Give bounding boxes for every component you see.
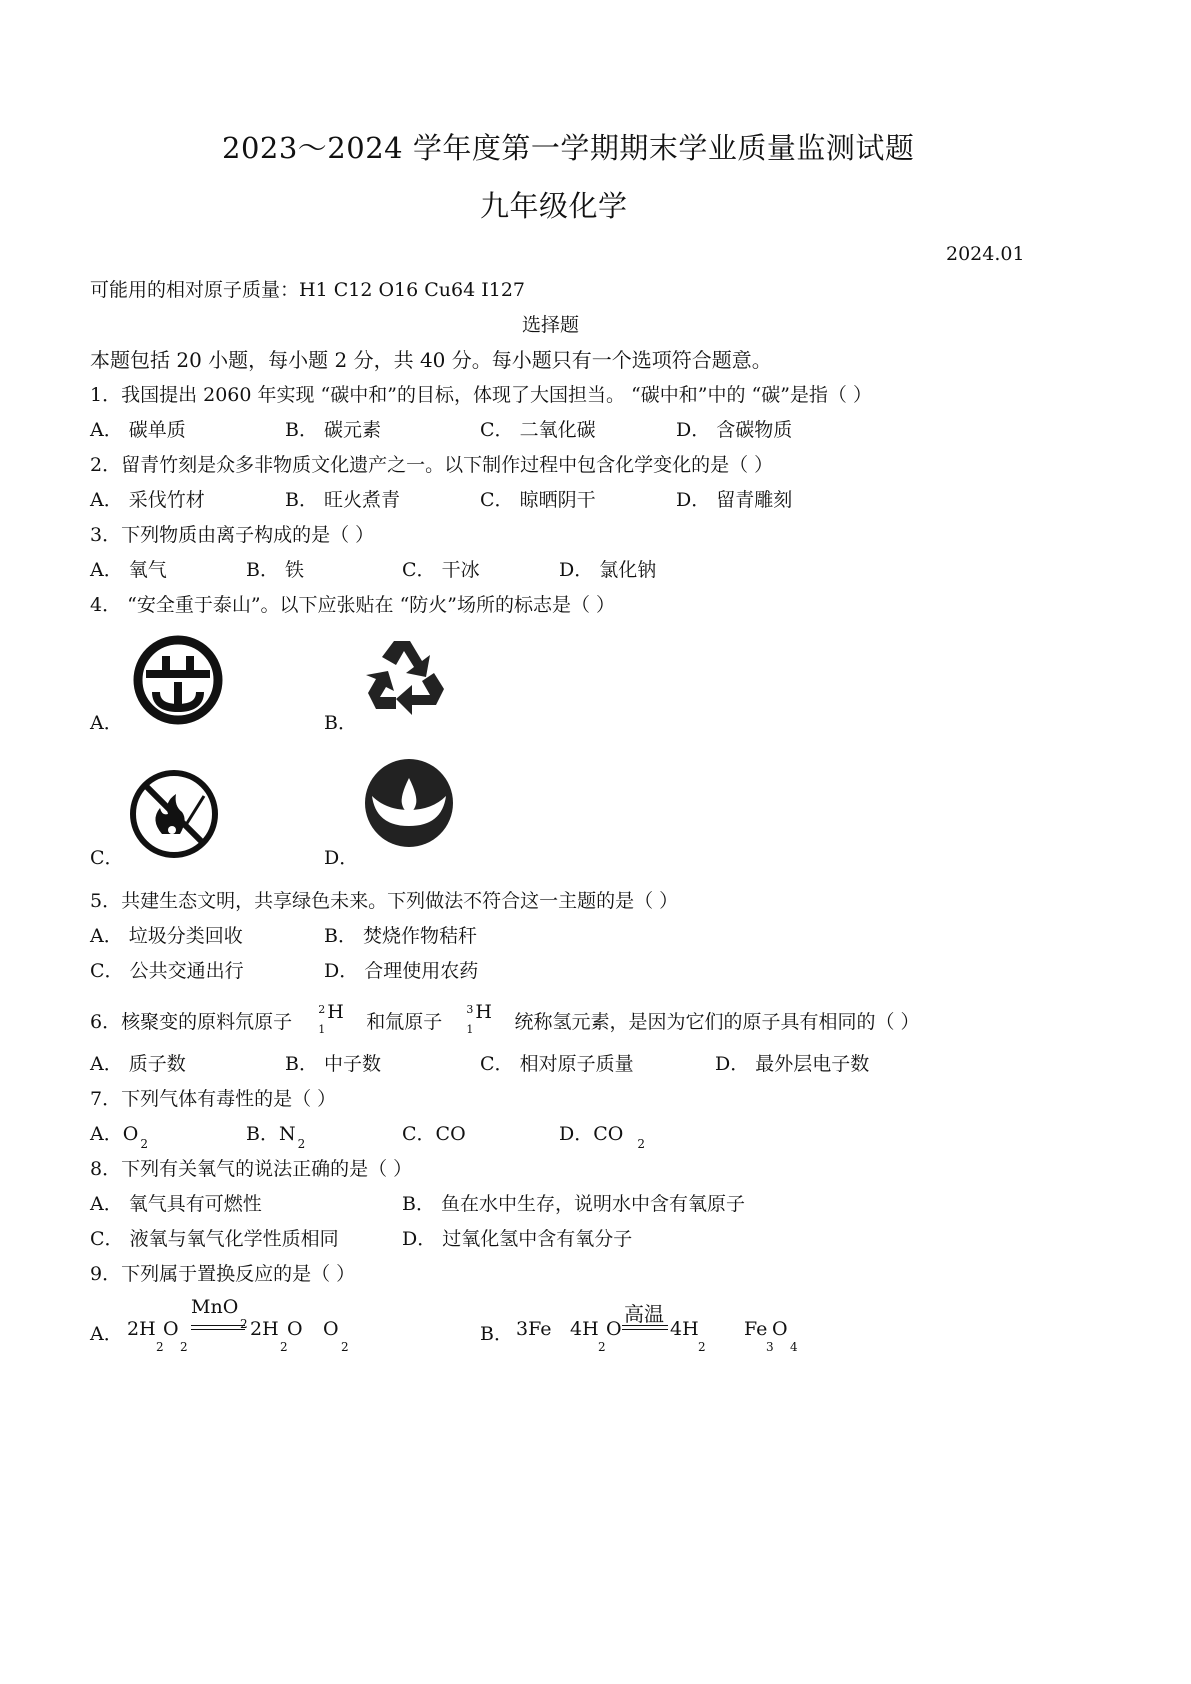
q6-option-d: D． 最外层电子数 bbox=[715, 1053, 870, 1075]
q5-option-d: D． 合理使用农药 bbox=[324, 960, 479, 982]
q2-option-b: B． 旺火煮青 bbox=[285, 489, 401, 511]
q6-option-a: A． 质子数 bbox=[90, 1053, 186, 1075]
q5-option-b: B． 焚烧作物秸秆 bbox=[324, 925, 478, 947]
atomic-mass-line: 可能用的相对原子质量：H1 C12 O16 Cu64 I127 bbox=[90, 279, 526, 301]
water-saving-sign-icon bbox=[132, 634, 224, 726]
reaction-arrow bbox=[191, 1325, 245, 1330]
q7-option-d: D．CO $_2$ bbox=[559, 1123, 645, 1151]
q5-stem: 5．共建生态文明，共享绿色未来。下列做法不符合这一主题的是（ ） bbox=[90, 890, 679, 912]
exam-title: 2023～2024 学年度第一学期期末学业质量监测试题 bbox=[222, 131, 915, 165]
q9-stem: 9．下列属于置换反应的是（ ） bbox=[90, 1263, 356, 1285]
q1-option-b: B． 碳元素 bbox=[285, 419, 382, 441]
q3-option-d: D． 氯化钠 bbox=[559, 559, 657, 581]
q4-option-b: B． bbox=[324, 712, 357, 734]
q7-stem: 7．下列气体有毒性的是（ ） bbox=[90, 1088, 337, 1110]
q8-stem: 8．下列有关氧气的说法正确的是（ ） bbox=[90, 1158, 413, 1180]
q3-option-b: B． 铁 bbox=[246, 559, 305, 581]
q5-option-c: C． 公共交通出行 bbox=[90, 960, 244, 982]
q2-stem: 2．留青竹刻是众多非物质文化遗产之一。以下制作过程中包含化学变化的是（ ） bbox=[90, 454, 774, 476]
q8-option-a: A． 氧气具有可燃性 bbox=[90, 1193, 262, 1215]
q6-stem bbox=[90, 1001, 920, 1036]
q1-stem: 1．我国提出 2060 年实现 “碳中和”的目标，体现了大国担当。 “碳中和”中的 “碳”是指（ ） bbox=[90, 384, 872, 406]
q9-option-a-label: A． bbox=[90, 1323, 123, 1345]
q6-stem-part2: 和氚原子 bbox=[366, 1011, 443, 1033]
q2-option-c: C． 晾晒阴干 bbox=[480, 489, 596, 511]
q6-stem-part1: 6．核聚变的原料氘原子 bbox=[90, 1011, 293, 1033]
q4-option-c: C． bbox=[90, 847, 124, 869]
recycle-sign-icon bbox=[360, 635, 452, 719]
q3-option-c: C． 干冰 bbox=[402, 559, 480, 581]
q2-option-a: A． 采伐竹材 bbox=[90, 489, 205, 511]
deuterium-symbol: 2 1 H bbox=[318, 1001, 344, 1036]
q6-stem-part3: 统称氢元素，是因为它们的原子具有相同的（ ） bbox=[514, 1011, 920, 1033]
exam-subtitle: 九年级化学 bbox=[480, 189, 628, 223]
q4-option-a: A． bbox=[90, 712, 123, 734]
q7-option-b: B．N $_2$ bbox=[246, 1123, 306, 1151]
q7-option-a: A．O $_2$ bbox=[90, 1123, 148, 1151]
q3-option-a: A． 氧气 bbox=[90, 559, 167, 581]
q3-stem: 3．下列物质由离子构成的是（ ） bbox=[90, 524, 375, 546]
reaction-arrow bbox=[622, 1325, 668, 1330]
q8-option-c: C． 液氧与氧气化学性质相同 bbox=[90, 1228, 339, 1250]
q7-option-c: C．CO bbox=[402, 1123, 466, 1145]
no-open-flame-sign-icon bbox=[128, 768, 220, 860]
q1-option-d: D． 含碳物质 bbox=[676, 419, 793, 441]
q6-option-c: C． 相对原子质量 bbox=[480, 1053, 634, 1075]
water-drop-sign-icon bbox=[362, 756, 456, 850]
q1-option-c: C． 二氧化碳 bbox=[480, 419, 596, 441]
q4-option-d: D． bbox=[324, 847, 359, 869]
q1-option-a: A． 碳单质 bbox=[90, 419, 186, 441]
catalyst-label: MnO bbox=[191, 1296, 239, 1318]
q5-option-a: A． 垃圾分类回收 bbox=[90, 925, 243, 947]
exam-date: 2024.01 bbox=[946, 243, 1025, 265]
q4-stem: 4． “安全重于泰山”。以下应张贴在 “防火”场所的标志是（ ） bbox=[90, 594, 616, 616]
condition-label: 高温 bbox=[624, 1302, 664, 1326]
q2-option-d: D． 留青雕刻 bbox=[676, 489, 793, 511]
q6-option-b: B． 中子数 bbox=[285, 1053, 382, 1075]
section-title: 选择题 bbox=[522, 314, 580, 336]
tritium-symbol: 3 1 H bbox=[466, 1001, 492, 1036]
section-instructions: 本题包括 20 小题，每小题 2 分，共 40 分。每小题只有一个选项符合题意。 bbox=[90, 348, 772, 372]
q9-option-b-label: B． bbox=[480, 1323, 513, 1345]
q8-option-d: D． 过氧化氢中含有氧分子 bbox=[402, 1228, 633, 1250]
q8-option-b: B． 鱼在水中生存，说明水中含有氧原子 bbox=[402, 1193, 746, 1215]
